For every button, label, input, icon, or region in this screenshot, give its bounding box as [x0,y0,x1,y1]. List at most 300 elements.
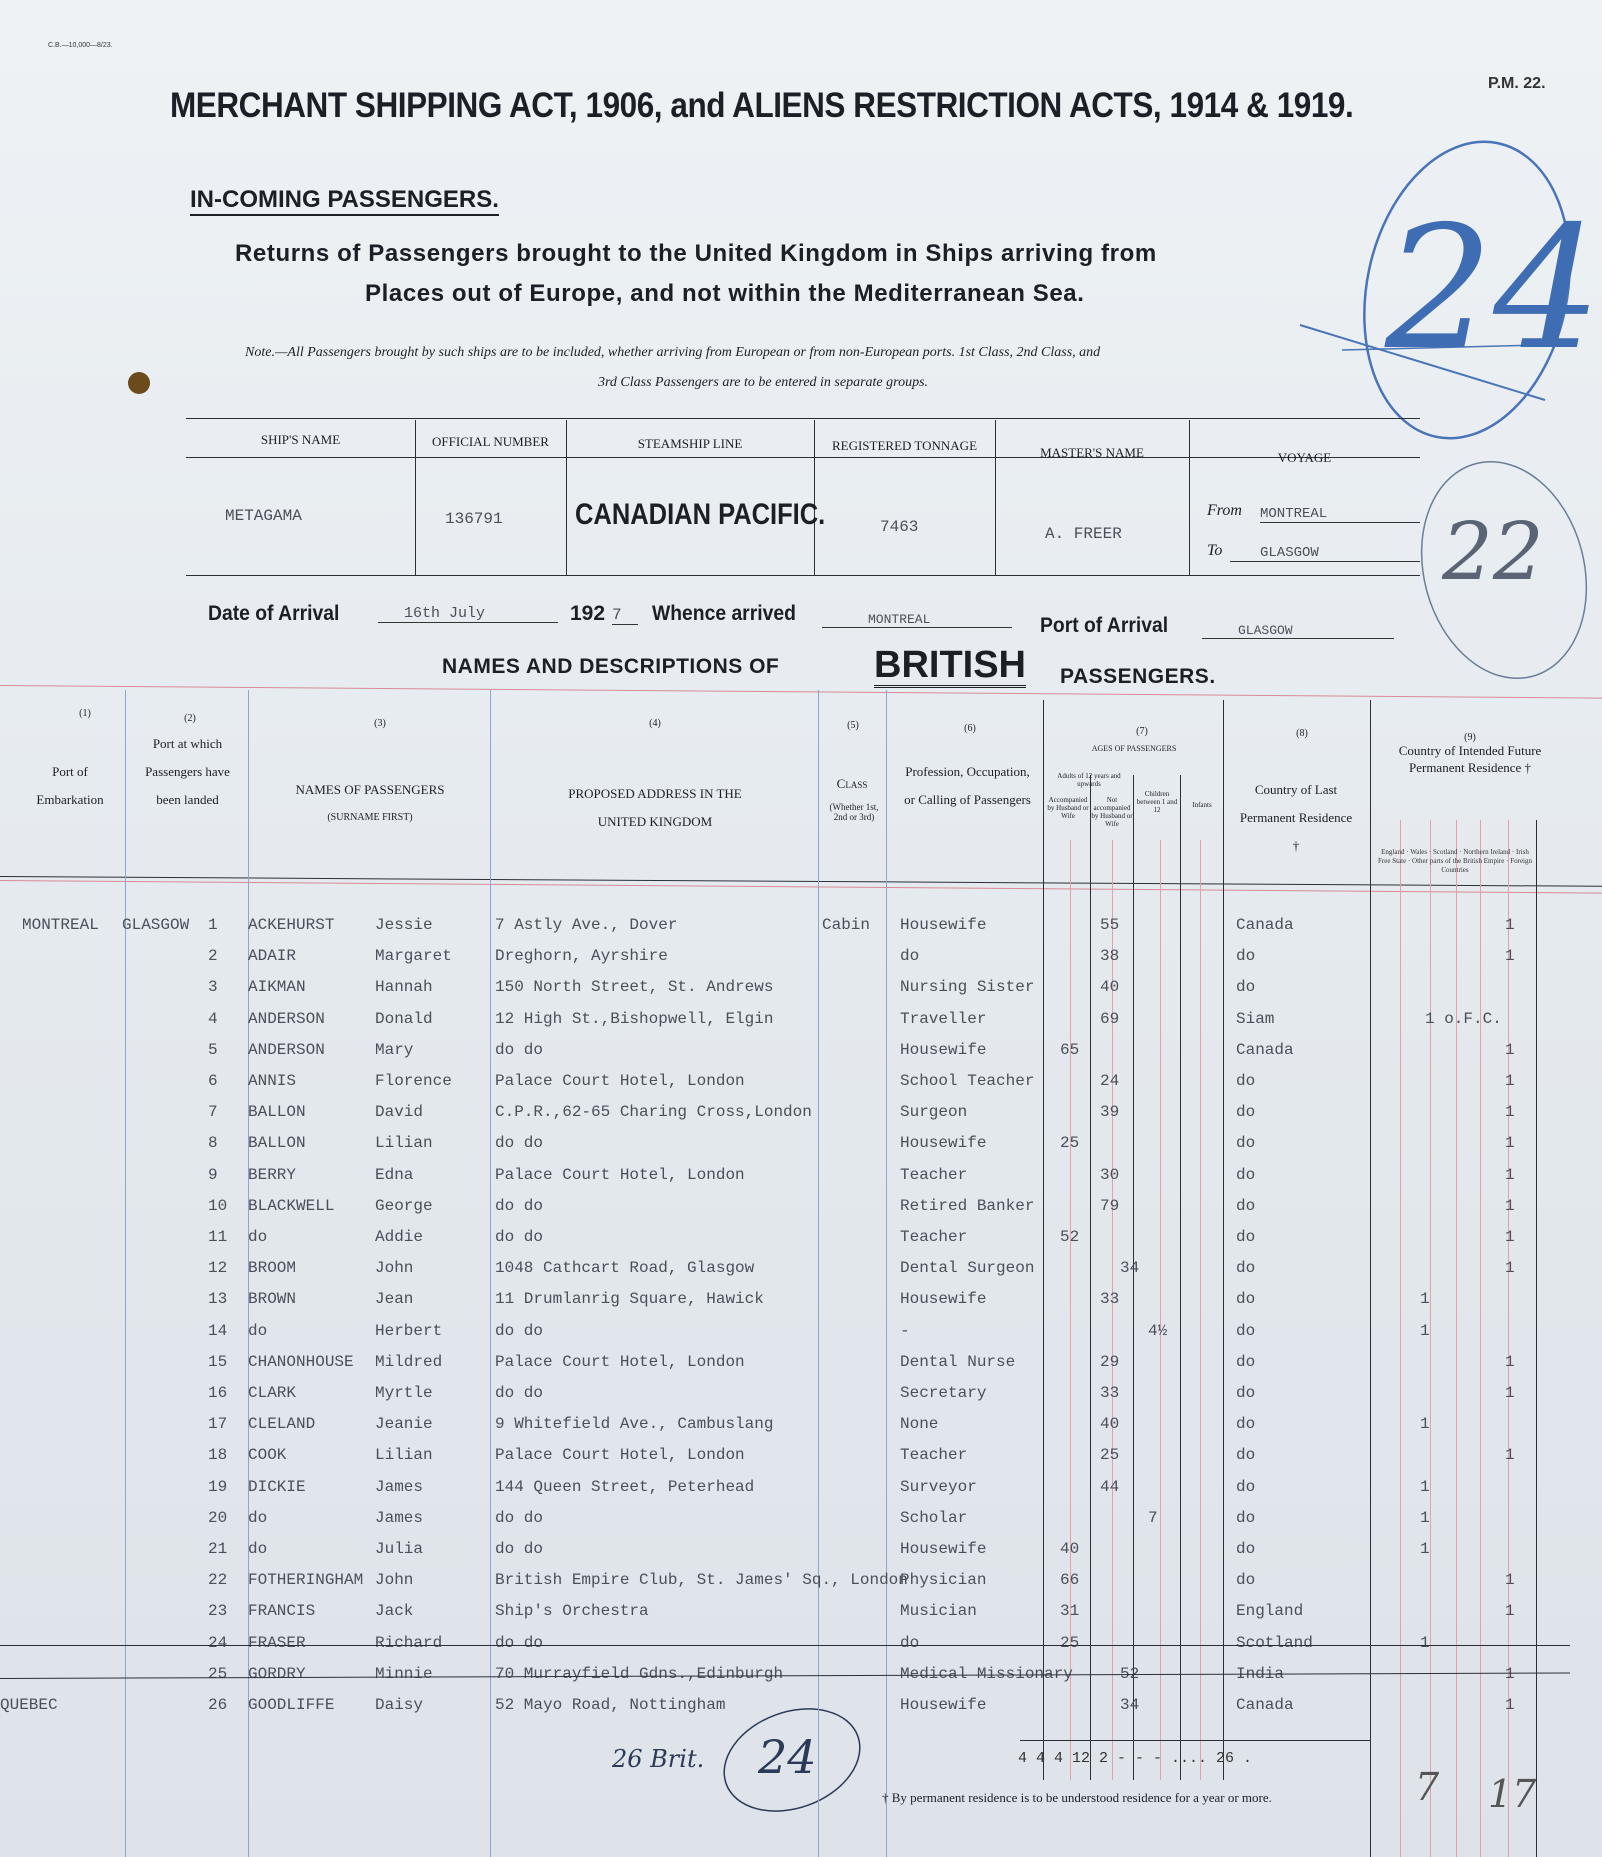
row-number: 11 [208,1228,228,1246]
future-residence: 1 [1505,1259,1515,1278]
given-name: Mary [375,1040,414,1059]
row-number: 6 [208,1072,218,1090]
proposed-address: Palace Court Hotel, London [495,1165,745,1184]
table-row [0,1472,1602,1502]
last-residence: Canada [1236,1696,1294,1714]
given-name: Mildred [375,1352,443,1371]
surname: do [248,1540,268,1558]
last-residence: do [1236,1321,1256,1340]
given-name: Jean [375,1290,414,1309]
footnote: † By permanent residence is to be understood residence for a year or more. [882,1790,1272,1805]
occupation: Medical Missionary [900,1664,1073,1683]
proposed-address: Palace Court Hotel, London [495,1446,745,1465]
row-number: 19 [208,1477,228,1496]
occupation: Housewife [900,1134,987,1153]
table-row [0,1160,1602,1190]
last-residence: do [1236,978,1256,997]
names-heading-suffix: PASSENGERS. [1060,665,1216,688]
passenger-class: Cabin [822,916,871,934]
proposed-address: Palace Court Hotel, London [495,1352,745,1371]
proposed-address: 11 Drumlanrig Square, Hawick [495,1290,764,1309]
given-name: Daisy [375,1696,424,1714]
future-residence: 1 [1505,1165,1515,1184]
occupation: - [900,1321,910,1340]
table-row [0,1409,1602,1439]
table-row [0,1284,1602,1314]
occupation: Scholar [900,1508,968,1527]
table-row [0,1128,1602,1158]
given-name: Hannah [375,978,433,997]
last-residence: Siam [1236,1009,1275,1028]
age-value: 4½ [1148,1321,1168,1340]
given-name: Richard [375,1633,443,1652]
occupation: Housewife [900,1696,987,1714]
names-heading-prefix: NAMES AND DESCRIPTIONS OF [442,655,780,678]
given-name: Florence [375,1072,452,1090]
table-row [0,1191,1602,1221]
proposed-address: do do [495,1228,544,1246]
date-of-arrival-value: 16th July [378,605,558,623]
table-row [0,1628,1602,1658]
row-number: 12 [208,1259,228,1278]
last-residence: do [1236,1290,1256,1309]
age-value: 44 [1100,1477,1120,1496]
port-of-embarkation: QUEBEC [0,1696,58,1714]
col9-scotland: Scotland [1432,848,1458,856]
table-row [0,941,1602,971]
given-name: James [375,1508,424,1527]
surname: BROOM [248,1259,297,1278]
row-number: 16 [208,1384,228,1402]
col6-header: Profession, Occupation, or Calling of Passengers [904,764,1031,807]
age-value: 33 [1100,1290,1120,1309]
proposed-address: do do [495,1040,544,1059]
given-name: Minnie [375,1664,433,1683]
last-residence: do [1236,1072,1256,1090]
table-row [0,1004,1602,1034]
official-number-header: OFFICIAL NUMBER [432,434,549,449]
ship-table-divider [995,420,996,575]
future-residence: 1 [1505,947,1515,966]
table-row [0,972,1602,1002]
year-prefix: 192 [570,602,606,625]
last-residence: do [1236,1384,1256,1402]
proposed-address: Dreghorn, Ayrshire [495,947,668,966]
proposed-address: C.P.R.,62-65 Charing Cross,London [495,1103,812,1122]
note-line-1: Note.—All Passengers brought by such ships are to be included, whether arriving from European or from non-European ports. 1st Class, 2nd Class, and [245,345,1101,360]
occupation: Teacher [900,1446,968,1465]
stamp-number-bottom: 24 [758,1730,817,1784]
last-residence: do [1236,1352,1256,1371]
voyage-to-label: To [1207,542,1223,559]
proposed-address: 12 High St.,Bishopwell, Elgin [495,1009,774,1028]
table-row [0,1596,1602,1626]
last-residence: do [1236,1259,1256,1278]
proposed-address: 70 Murrayfield Gdns.,Edinburgh [495,1664,784,1683]
col5-header: Class [836,776,868,791]
age-value: 25 [1060,1134,1080,1153]
col6-number: (6) [964,723,976,734]
age-value: 39 [1100,1103,1120,1122]
table-row [0,1253,1602,1283]
age-value: 55 [1100,916,1120,934]
future-residence: 1 [1505,1134,1515,1153]
given-name: Myrtle [375,1384,433,1402]
future-residence: 1 [1505,1072,1515,1090]
age-value: 31 [1060,1602,1080,1621]
given-name: Herbert [375,1321,443,1340]
age-value: 33 [1100,1384,1120,1402]
col2-number: (2) [184,713,196,724]
form-code: P.M. 22. [1488,75,1546,92]
occupation: Housewife [900,916,987,934]
age-value: 40 [1100,1415,1120,1434]
age-value: 69 [1100,1009,1120,1028]
subtitle-line-2: Places out of Europe, and not within the Mediterranean Sea. [365,280,1085,307]
print-reference: C.B.—10,000—8/23. [48,42,113,49]
port-of-embarkation: MONTREAL [22,916,99,934]
table-row [0,1440,1602,1470]
col7-accompanied: Accompanied by Husband or Wife [1047,796,1089,820]
last-residence: do [1236,1540,1256,1558]
last-residence: do [1236,1571,1256,1590]
future-residence: 1 o.F.C. [1425,1009,1502,1028]
row-number: 5 [208,1040,218,1059]
col9-subheader: England · Wales · Scotland · Northern Ireland · Irish Free State · Other parts of the British Empire · Foreign Countries [1378,848,1532,874]
given-name: John [375,1571,414,1590]
proposed-address: do do [495,1321,544,1340]
age-value: 52 [1060,1228,1080,1246]
age-value: 34 [1120,1259,1140,1278]
occupation: Teacher [900,1165,968,1184]
year-value: 7 [612,606,638,625]
proposed-address: 1048 Cathcart Road, Glasgow [495,1259,755,1278]
last-residence: do [1236,1508,1256,1527]
occupation: Housewife [900,1540,987,1558]
main-title: MERCHANT SHIPPING ACT, 1906, and ALIENS RESTRICTION ACTS, 1914 & 1919. [170,86,1354,125]
surname: CLARK [248,1384,297,1402]
age-value: 52 [1120,1664,1140,1683]
col8-number: (8) [1296,728,1308,739]
proposed-address: 150 North Street, St. Andrews [495,978,774,997]
occupation: do [900,1633,920,1652]
occupation: Dental Nurse [900,1352,1016,1371]
occupation: Musician [900,1602,977,1621]
whence-arrived-value: MONTREAL [822,612,1012,628]
surname: GORDRY [248,1664,306,1683]
future-residence: 1 [1420,1290,1430,1309]
occupation: Dental Surgeon [900,1259,1035,1278]
col3-subheader: (SURNAME FIRST) [327,812,413,823]
occupation: Housewife [900,1040,987,1059]
table-row [0,1316,1602,1346]
surname: BALLON [248,1134,306,1153]
last-residence: do [1236,1103,1256,1122]
future-residence: 1 [1505,1602,1515,1621]
occupation: do [900,947,920,966]
strike-line-23 [0,1645,1570,1646]
ship-name-value: METAGAMA [225,507,302,525]
row-number: 15 [208,1352,228,1371]
tonnage-value: 7463 [880,518,919,536]
surname: DICKIE [248,1477,306,1496]
surname: ANDERSON [248,1009,325,1028]
last-residence: Canada [1236,916,1294,934]
future-residence: 1 [1505,1352,1515,1371]
future-residence: 1 [1505,1696,1515,1714]
col5-subheader: (Whether 1st, 2nd or 3rd) [829,802,879,822]
col2-header: Port at which Passengers have been landed [145,736,230,807]
col4-number: (4) [649,718,661,729]
last-residence: Canada [1236,1040,1294,1059]
master-name-header: MASTER'S NAME [1040,445,1144,460]
col9-irish-free-state: Irish Free State [1378,848,1529,865]
last-residence: do [1236,1196,1256,1215]
given-name: James [375,1477,424,1496]
col9-header: Country of Intended Future Permanent Residence † [1398,743,1542,775]
future-residence: 1 [1420,1540,1430,1558]
given-name: Donald [375,1009,433,1028]
proposed-address: do do [495,1633,544,1652]
col1-header: Port of Embarkation [36,764,104,807]
col7-infants: Infants [1192,801,1212,809]
proposed-address: 144 Queen Street, Peterhead [495,1477,755,1496]
proposed-address: 52 Mayo Road, Nottingham [495,1696,726,1714]
surname: CLELAND [248,1415,316,1434]
steamship-line-header: STEAMSHIP LINE [637,436,743,451]
handwritten-note: 26 Brit. [612,1745,705,1773]
last-residence: do [1236,1165,1256,1184]
row-number: 18 [208,1446,228,1465]
given-name: David [375,1103,424,1122]
given-name: Lilian [375,1446,433,1465]
row-number: 9 [208,1165,218,1184]
whence-arrived-label: Whence arrived [652,602,796,625]
col1-number: (1) [79,708,91,719]
names-heading-british: BRITISH [874,644,1026,686]
surname: do [248,1508,268,1527]
occupation: Physician [900,1571,987,1590]
row-number: 22 [208,1571,228,1590]
totals-rule [1020,1740,1370,1741]
age-value: 40 [1100,978,1120,997]
age-value: 30 [1100,1165,1120,1184]
row-number: 20 [208,1508,228,1527]
port-of-arrival-label: Port of Arrival [1040,614,1169,637]
age-totals: 4 4 4 12 2 - - - .... 26 . [1018,1750,1253,1767]
voyage-to-value: GLASGOW [1230,545,1420,562]
stamp-number-right: 22 [1442,505,1544,598]
row-number: 21 [208,1540,228,1558]
voyage-from-label: From [1207,502,1242,519]
age-value: 40 [1060,1540,1080,1558]
table-row [0,1378,1602,1408]
table-row [0,1066,1602,1096]
date-of-arrival-label: Date of Arrival [208,602,340,625]
table-row [0,1222,1602,1252]
row-number: 26 [208,1696,228,1714]
table-row [0,1503,1602,1533]
age-value: 34 [1120,1696,1140,1714]
subtitle-line-1: Returns of Passengers brought to the United Kingdom in Ships arriving from [235,240,1157,267]
future-residence: 1 [1505,916,1515,934]
surname: BALLON [248,1103,306,1122]
row-number: 23 [208,1602,228,1621]
given-name: Jessie [375,916,433,934]
ship-table-bottom-rule [186,575,1420,576]
proposed-address: do do [495,1196,544,1215]
surname: FRANCIS [248,1602,316,1621]
table-row [0,1035,1602,1065]
surname: do [248,1321,268,1340]
occupation: Traveller [900,1009,987,1028]
voyage-header: VOYAGE [1277,450,1332,465]
future-total-right: 17 [1488,1772,1537,1816]
ship-table-top-rule [186,418,1420,419]
port-of-arrival-value: GLASGOW [1202,623,1394,639]
proposed-address: British Empire Club, St. James' Sq., London [495,1571,908,1590]
note-line-2: 3rd Class Passengers are to be entered in separate groups. [598,375,929,390]
age-value: 25 [1060,1633,1080,1652]
occupation: None [900,1415,939,1434]
row-number: 24 [208,1633,228,1652]
given-name: Jeanie [375,1415,433,1434]
surname: BLACKWELL [248,1196,335,1215]
col9-england: England [1381,848,1405,856]
proposed-address: 7 Astly Ave., Dover [495,916,678,934]
future-residence: 1 [1420,1321,1430,1340]
surname: AIKMAN [248,978,306,997]
ship-table-divider [1189,420,1190,575]
row-number: 8 [208,1134,218,1153]
proposed-address: 9 Whitefield Ave., Cambuslang [495,1415,774,1434]
row-number: 13 [208,1290,228,1309]
given-name: Edna [375,1165,414,1184]
tonnage-header: REGISTERED TONNAGE [831,438,978,453]
age-value: 29 [1100,1352,1120,1371]
col7-not-accompanied: Not accompanied by Husband or Wife [1091,796,1133,828]
voyage-from-value: MONTREAL [1260,506,1420,523]
row-number: 14 [208,1321,228,1340]
age-value: 25 [1100,1446,1120,1465]
future-residence: 1 [1505,1571,1515,1590]
last-residence: do [1236,1446,1256,1465]
surname: ADAIR [248,947,297,966]
future-total-left: 7 [1415,1765,1440,1809]
col7-header: AGES OF PASSENGERS [1091,744,1177,753]
occupation: Housewife [900,1290,987,1309]
proposed-address: Palace Court Hotel, London [495,1072,745,1090]
occupation: Nursing Sister [900,978,1035,997]
col7-adults: Adults of 12 years and upwards [1057,772,1121,788]
occupation: Secretary [900,1384,987,1402]
row-number: 7 [208,1103,218,1122]
last-residence: Scotland [1236,1633,1313,1652]
given-name: Julia [375,1540,424,1558]
given-name: Margaret [375,947,452,966]
col9-northern-ireland: Northern Ireland [1463,848,1511,856]
last-residence: do [1236,1134,1256,1153]
given-name: Jack [375,1602,414,1621]
surname: ANNIS [248,1072,297,1090]
surname: FRASER [248,1633,306,1652]
future-residence: 1 [1420,1477,1430,1496]
proposed-address: do do [495,1508,544,1527]
col9-wales: Wales [1410,848,1428,856]
surname: BERRY [248,1165,297,1184]
col3-header: NAMES OF PASSENGERS [295,782,445,797]
last-residence: do [1236,947,1256,966]
table-row [0,1097,1602,1127]
surname: do [248,1228,268,1246]
col7-number: (7) [1136,726,1148,737]
occupation: Surgeon [900,1103,968,1122]
future-residence: 1 [1505,1384,1515,1402]
last-residence: do [1236,1228,1256,1246]
future-residence: 1 [1420,1415,1430,1434]
age-value: 38 [1100,947,1120,966]
col8-header: Country of Last Permanent Residence † [1239,782,1353,853]
col9-foreign: Foreign Countries [1441,857,1532,874]
given-name: Addie [375,1228,424,1246]
occupation: Retired Banker [900,1196,1035,1215]
row-number: 10 [208,1196,228,1215]
row-number: 4 [208,1009,218,1028]
surname: ANDERSON [248,1040,325,1059]
row-number: 25 [208,1664,228,1683]
future-residence: 1 [1420,1633,1430,1652]
surname: CHANONHOUSE [248,1352,354,1371]
age-value: 65 [1060,1040,1080,1059]
age-value: 79 [1100,1196,1120,1215]
table-row [0,910,1602,940]
proposed-address: do do [495,1540,544,1558]
proposed-address: Ship's Orchestra [495,1602,649,1621]
row-number: 2 [208,947,218,966]
age-value: 24 [1100,1072,1120,1090]
future-residence: 1 [1420,1508,1430,1527]
col9-number: (9) [1464,732,1476,743]
ship-name-header: SHIP'S NAME [260,432,341,447]
row-number: 1 [208,916,218,934]
given-name: Lilian [375,1134,433,1153]
future-residence: 1 [1505,1196,1515,1215]
table-row [0,1347,1602,1377]
surname: BROWN [248,1290,297,1309]
last-residence: India [1236,1664,1285,1683]
row-number: 17 [208,1415,228,1434]
occupation: School Teacher [900,1072,1035,1090]
col9-british-empire: Other parts of the British Empire [1412,857,1505,865]
surname: FOTHERINGHAM [248,1571,364,1590]
col7-children: Children between 1 and 12 [1136,790,1178,814]
last-residence: England [1236,1602,1304,1621]
col4-header: PROPOSED ADDRESS IN THE UNITED KINGDOM [568,786,742,829]
steamship-line-value: CANADIAN PACIFIC. [575,498,826,531]
future-residence: 1 [1505,1446,1515,1465]
port-landed: GLASGOW [122,916,190,934]
binding-hole [128,372,150,394]
col3-number: (3) [374,718,386,729]
last-residence: do [1236,1415,1256,1434]
given-name: George [375,1196,433,1215]
surname: COOK [248,1446,287,1465]
proposed-address: do do [495,1384,544,1402]
master-name-value: A. FREER [1045,525,1122,543]
surname: ACKEHURST [248,916,335,934]
future-residence: 1 [1505,1103,1515,1122]
age-value: 7 [1148,1508,1158,1527]
